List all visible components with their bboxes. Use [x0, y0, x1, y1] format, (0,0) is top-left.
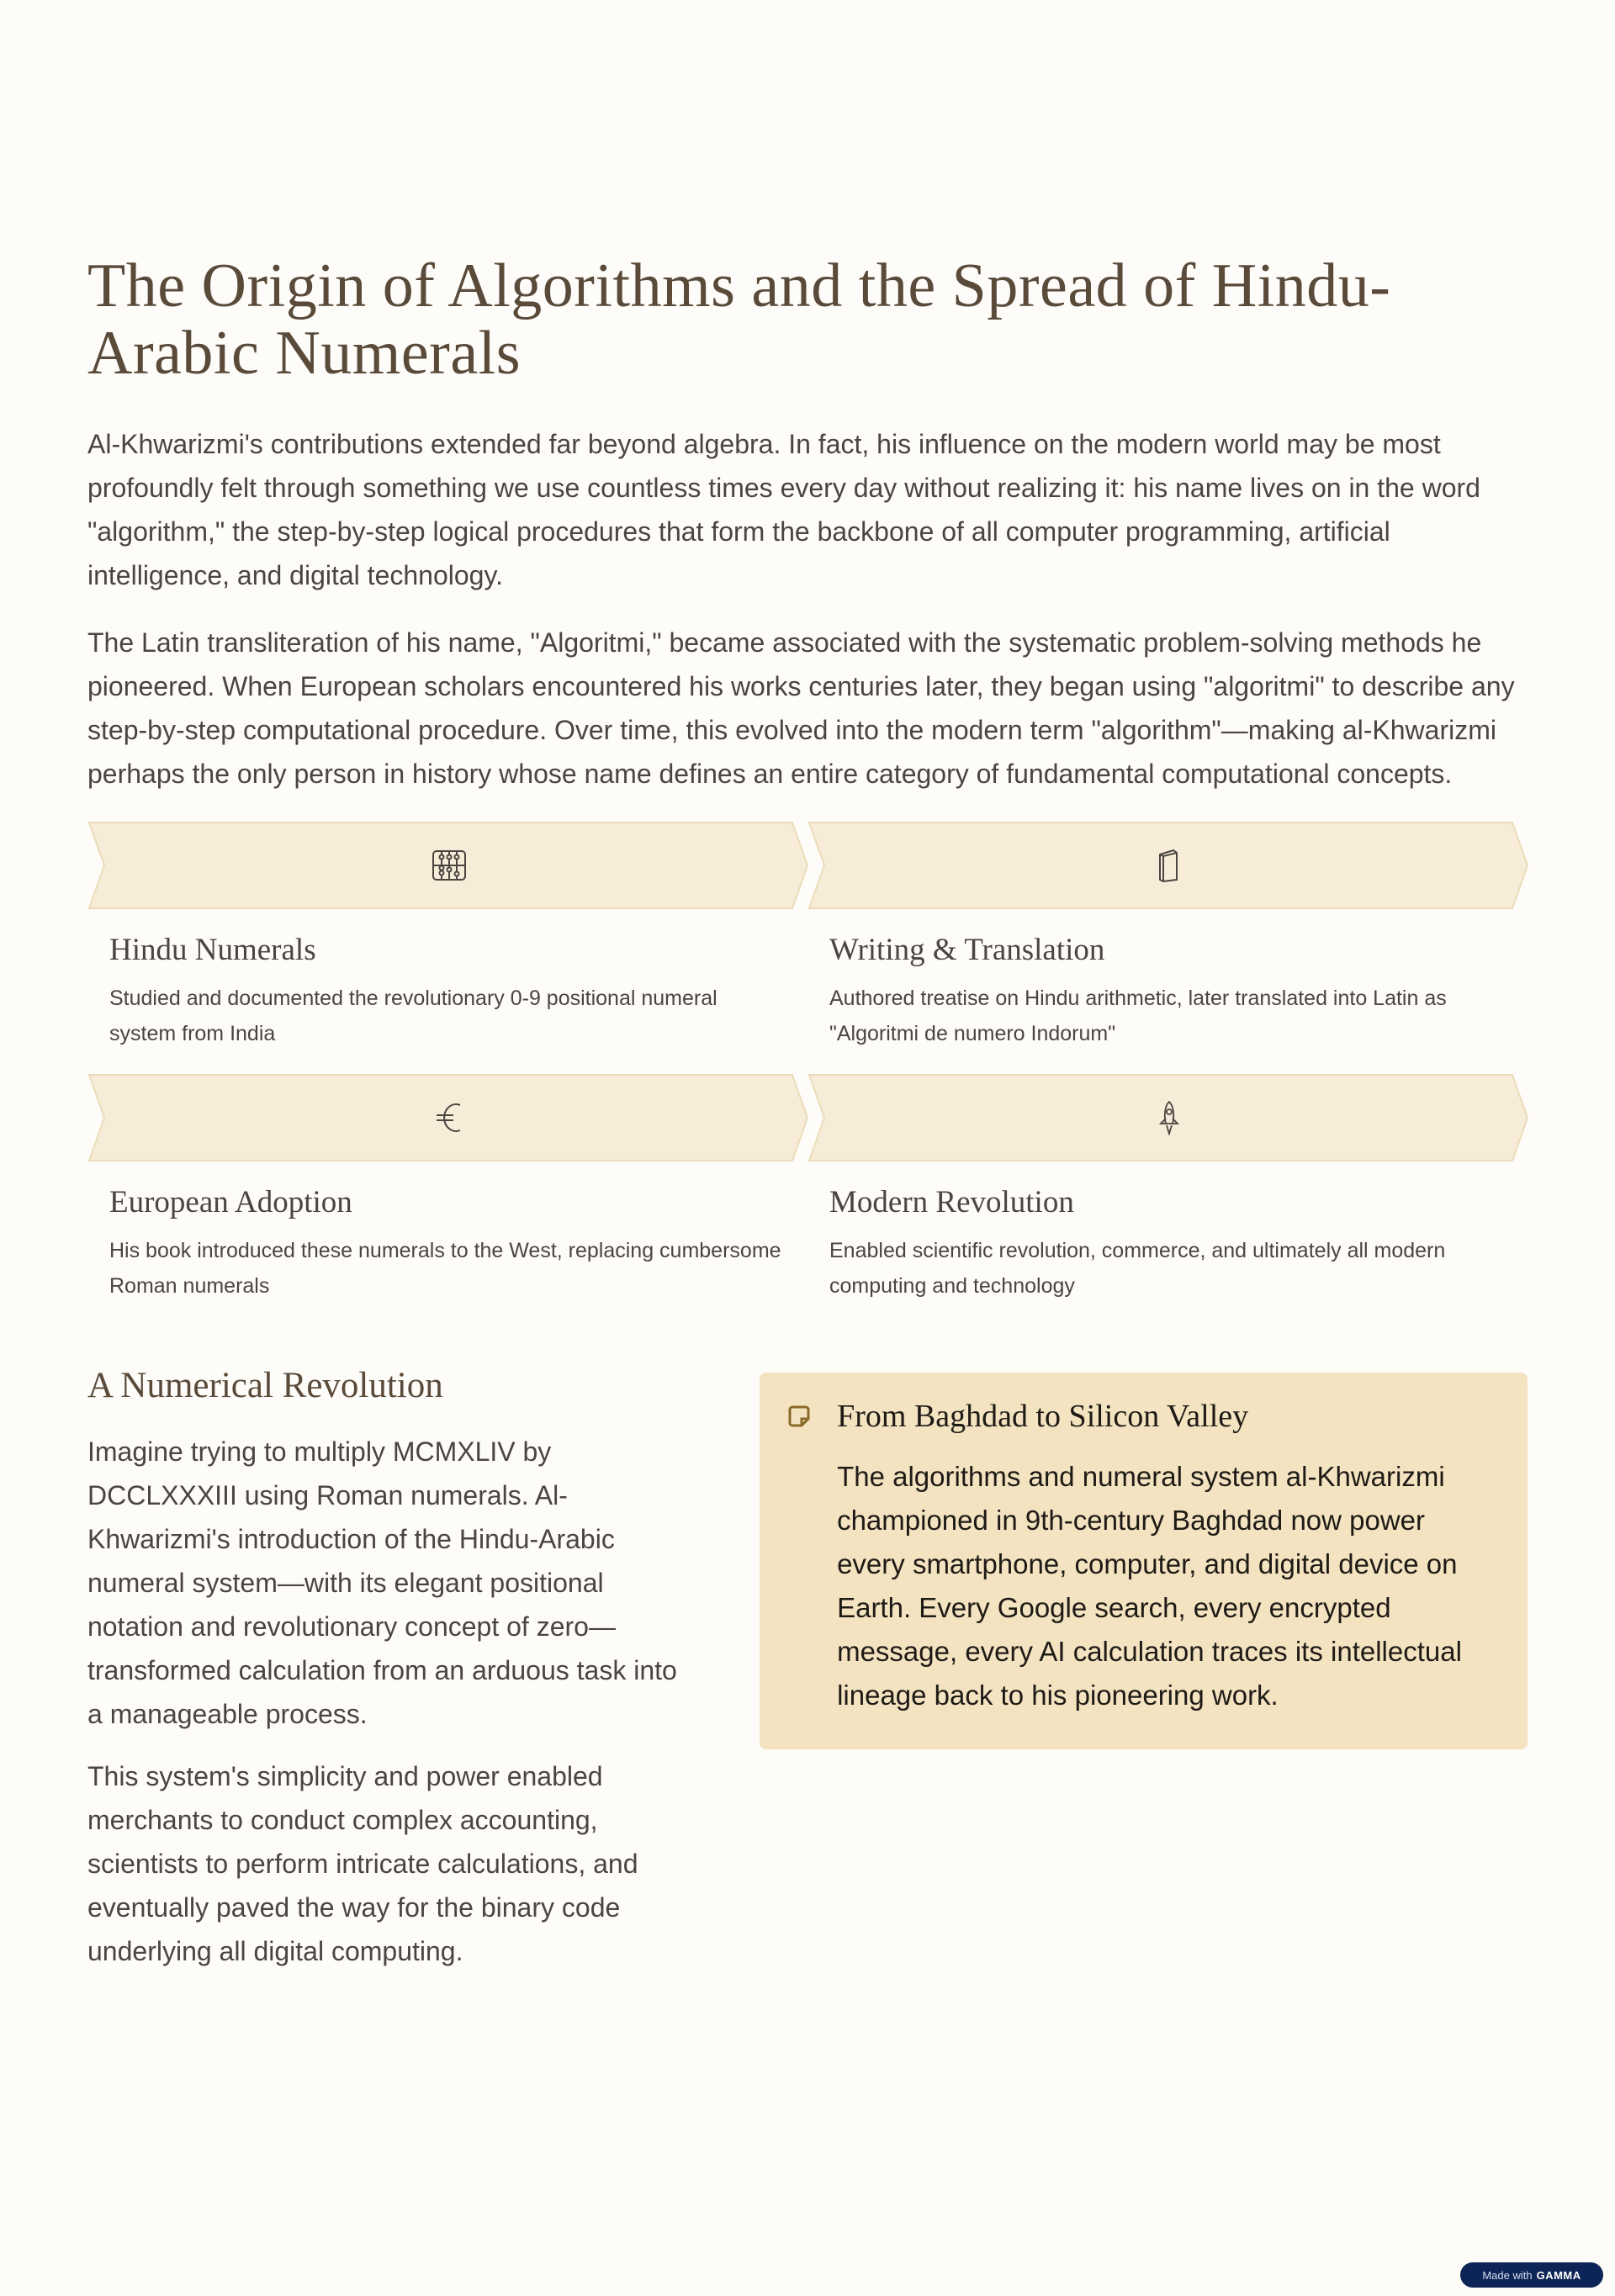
badge-prefix: Made with	[1482, 2268, 1533, 2282]
rocket-icon	[1151, 1099, 1188, 1136]
callout-body: The algorithms and numeral system al-Khwarizmi championed in 9th-century Baghdad now power every smartphone, computer, and digital device on Earth. Every Google search, every encrypted message, every AI calculation traces its intellectual lineage back to his pioneering work.	[837, 1461, 1462, 1711]
intro-paragraph-1: Al-Khwarizmi's contributions extended far beyond algebra. In fact, his influence on the modern world may be most profoundly felt through something we use countless times every day without realizing it: his name lives on in the word "algorithm," the step-by-step logical procedures that form the backbone of all computer programming, artificial intelligence, and digital technology.	[87, 429, 1480, 590]
numerical-revolution-section	[87, 1364, 692, 1992]
feature-card-modern-revolution	[808, 1073, 1528, 1325]
feature-card-writing-translation	[808, 821, 1528, 1073]
feature-description: Enabled scientific revolution, commerce, and ultimately all modern computing and technology	[829, 1239, 1446, 1298]
feature-title: European Adoption	[109, 1185, 352, 1219]
euro-icon	[431, 1099, 468, 1136]
feature-title: Writing & Translation	[829, 933, 1105, 967]
feature-description: Authored treatise on Hindu arithmetic, later translated into Latin as "Algoritmi de numero Indorum"	[829, 987, 1447, 1045]
callout-box	[760, 1373, 1528, 1749]
chevron-banner	[808, 821, 1531, 910]
page-title: The Origin of Algorithms and the Spread of Hindu-Arabic Numerals	[87, 251, 1391, 388]
gamma-logo: GAMMA	[1536, 2268, 1581, 2282]
made-with-gamma-badge[interactable]	[1460, 2262, 1603, 2288]
page-content	[87, 252, 1528, 1992]
feature-title: Hindu Numerals	[109, 933, 316, 967]
abacus-icon	[431, 847, 468, 884]
chevron-banner	[87, 821, 811, 910]
lower-section	[87, 1364, 1528, 1992]
section-paragraph-2: This system's simplicity and power enabled merchants to conduct complex accounting, scientists to perform intricate calculations, and eventually paved the way for the binary code underlying all digital computing.	[87, 1761, 638, 1966]
feature-description: Studied and documented the revolutionary 0-9 positional numeral system from India	[109, 987, 717, 1045]
section-paragraph-1: Imagine trying to multiply MCMXLIV by DCCLXXXIII using Roman numerals. Al-Khwarizmi's introduction of the Hindu-Arabic numeral system—with its elegant positional notation and revolutionary concept of zero—transformed calculation from an arduous task into a manageable process.	[87, 1436, 677, 1729]
chevron-banner	[808, 1073, 1531, 1162]
feature-card-european-adoption	[87, 1073, 808, 1325]
section-heading: A Numerical Revolution	[87, 1366, 443, 1405]
feature-grid	[87, 821, 1528, 1325]
callout-title: From Baghdad to Silicon Valley	[837, 1399, 1249, 1434]
feature-card-hindu-numerals	[87, 821, 808, 1073]
book-icon	[1151, 847, 1188, 884]
intro-paragraph-2: The Latin transliteration of his name, "Algoritmi," became associated with the systematic problem-solving methods he pioneered. When European scholars encountered his works centuries later, they began using "algoritmi" to describe any step-by-step computational procedure. Over time, this evolved into the modern term "algorithm"—making al-Khwarizmi perhaps the only person in history whose name defines an entire category of fundamental computational concepts.	[87, 627, 1515, 789]
sticky-note-icon	[786, 1404, 812, 1429]
feature-title: Modern Revolution	[829, 1185, 1074, 1219]
feature-description: His book introduced these numerals to the West, replacing cumbersome Roman numerals	[109, 1239, 781, 1298]
chevron-banner	[87, 1073, 811, 1162]
